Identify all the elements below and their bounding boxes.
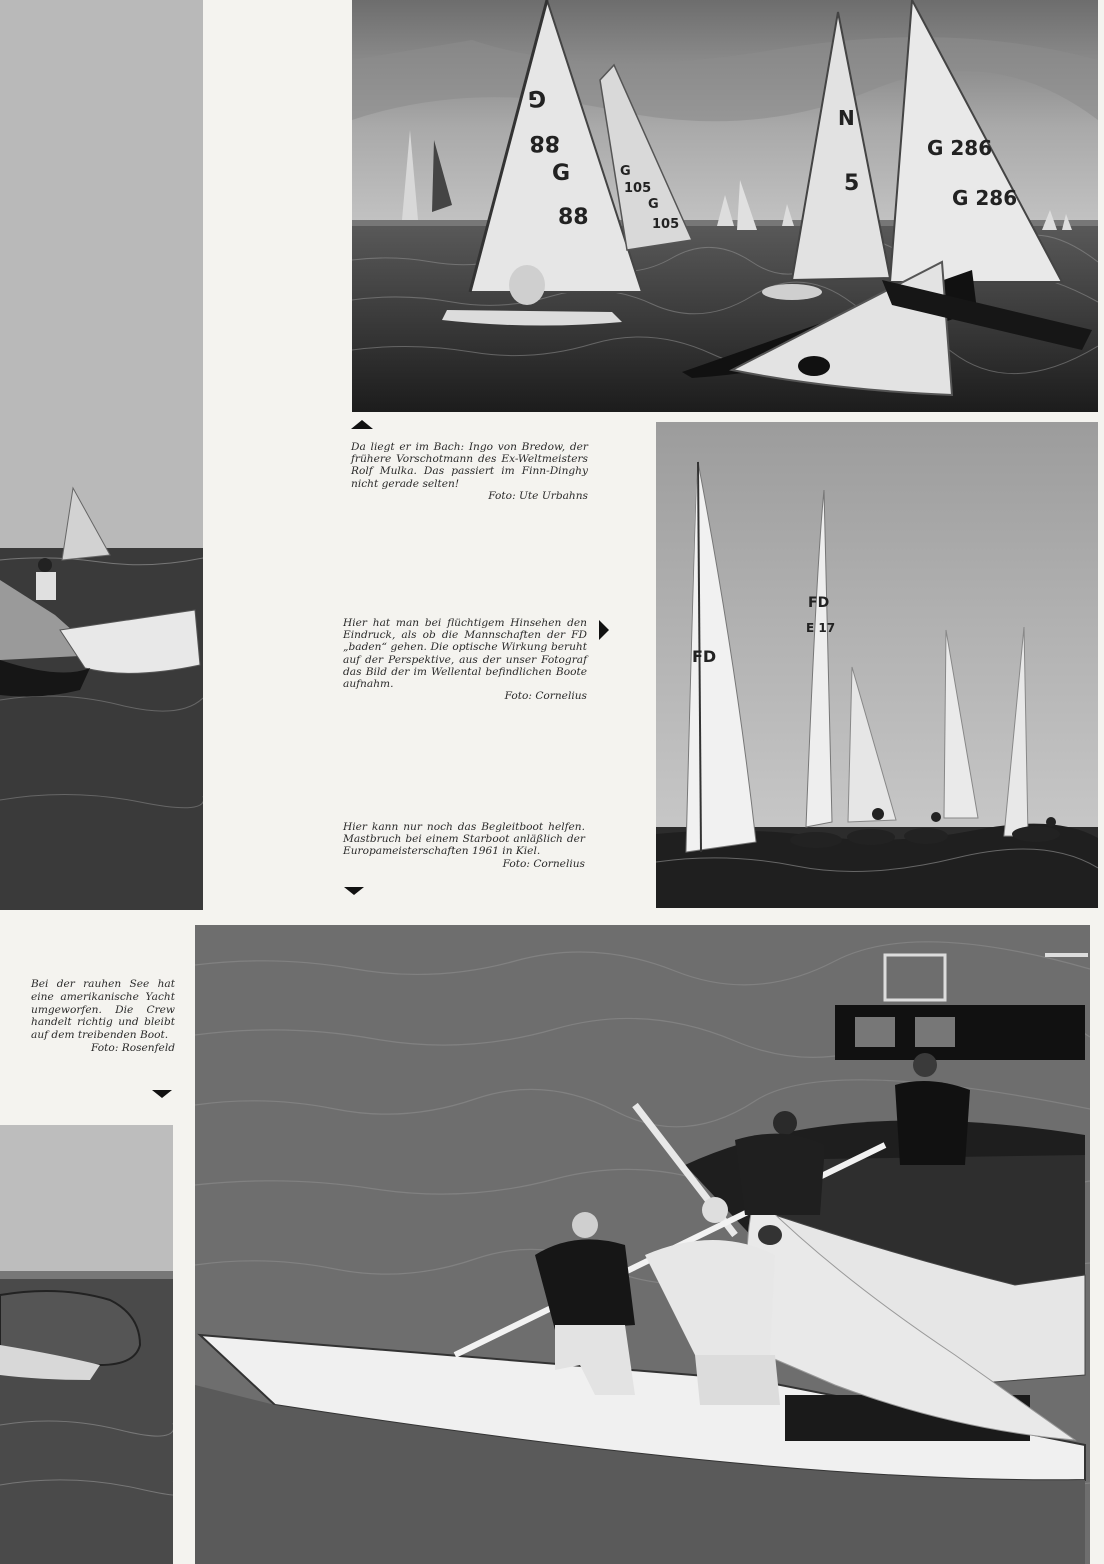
caption-text: Hier hat man bei flüchtigem Hinsehen den Eindruck, als ob die Mannschaften der FD „baden“ gehen. Die optische Wirkung beruht auf der Perspektive, aus der unser Fotograf das Bild der im Wellental befindlichen Boote aufnahm. [343,617,587,691]
photo-overturned-dinghy [0,1125,173,1564]
arrow-right-icon [599,620,609,640]
sail-letter: G [527,85,546,110]
sail-letter: G [620,164,631,179]
sail-class: FD [692,647,717,666]
caption-text: Da liegt er im Bach: Ingo von Bredow, der frühere Vorschotmann des Ex-Weltmeisters Rolf Mulka. Das passiert im Finn-Dinghy nicht gerade selten! [351,441,588,490]
arrow-down-icon [344,887,364,895]
caption-mast-break [343,821,585,870]
photo-credit: Foto: Ute Urbahns [488,489,588,502]
sail-number: 5 [844,171,860,196]
sail-number: 88 [529,130,560,155]
caption-finn-dinghy [351,441,588,502]
caption-capsized-yacht [31,978,175,1055]
photo-fd-crews [656,422,1098,908]
arrow-up-icon [351,420,373,429]
sail-letter: N [838,106,855,130]
sail-number: G 286 [952,186,1018,210]
sail-class: FD [808,595,830,611]
caption-text: Bei der rauhen See hat eine amerikanische Yacht umgeworfen. Die Crew handelt richtig und bleibt auf dem treibenden Boot. [31,978,175,1042]
sail-number: 105 [624,181,652,196]
sail-letter: G [648,197,659,212]
sail-number: 105 [652,217,680,232]
photo-finn-dinghy-regatta [352,0,1098,412]
caption-text: Hier kann nur noch das Begleitboot helfen. Mastbruch bei einem Starboot anläßlich der Europameisterschaften 1961 in Kiel. [343,821,585,858]
photo-credit: Foto: Rosenfeld [91,1041,175,1054]
photo-credit: Foto: Cornelius [504,690,587,703]
sail-number: G 286 [927,136,993,160]
sail-number: 88 [558,205,589,230]
photo-capsized-yacht [0,0,203,910]
sail-number: E 17 [806,621,836,635]
sail-letter: G [552,161,571,186]
photo-star-boat-mast-break [195,925,1090,1564]
caption-fd-crews [343,617,587,702]
photo-credit: Foto: Cornelius [502,857,585,870]
arrow-down-icon [152,1090,172,1098]
